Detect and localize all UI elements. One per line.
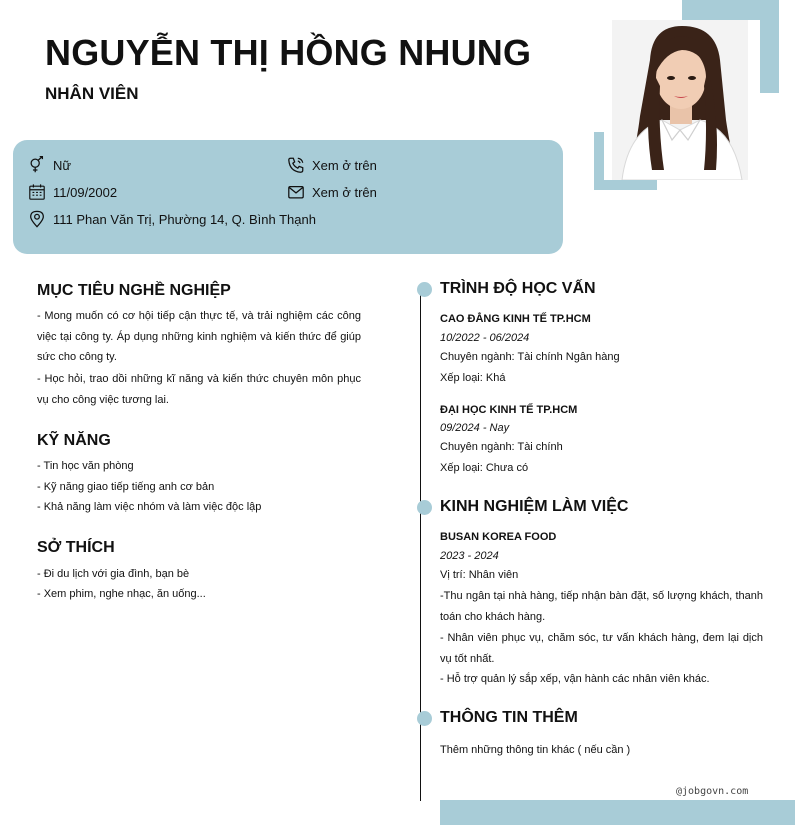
birthdate-text: 11/09/2002 xyxy=(53,184,118,200)
experience-duty: - Nhân viên phục vụ, chăm sóc, tư vấn khách hàng, đem lại dịch vụ tốt nhất. xyxy=(440,632,763,665)
timeline-dot-education xyxy=(417,282,432,297)
skill-item: - Tin học văn phòng xyxy=(37,460,134,472)
contact-gender xyxy=(28,156,71,174)
skill-item: - Khả năng làm việc nhóm và làm việc độc lập xyxy=(37,501,262,513)
email-icon xyxy=(287,183,305,201)
education-grade: Xếp loại: Chưa có xyxy=(440,462,529,474)
experience-position: Vị trí: Nhân viên xyxy=(440,569,519,581)
extra-info-title: THÔNG TIN THÊM xyxy=(440,709,578,726)
education-grade: Xếp loại: Khá xyxy=(440,372,506,384)
experience-duty: - Hỗ trợ quản lý sắp xếp, vận hành các nhân viên khác. xyxy=(440,673,710,685)
education-title: TRÌNH ĐỘ HỌC VẤN xyxy=(440,280,596,297)
decor-bracket-horizontal xyxy=(594,180,657,190)
objective-paragraph-1: - Mong muốn có cơ hội tiếp cận thực tế, và trải nghiệm các công việc tại công ty. Áp dụng những kinh nghiệm và kiến thức để giúp sức cho công ty. xyxy=(37,310,361,364)
gender-icon xyxy=(28,156,46,174)
phone-text: Xem ở trên xyxy=(312,157,377,173)
experience-company: BUSAN KOREA FOOD xyxy=(440,531,557,543)
objective-paragraph-2: - Học hỏi, trao dồi những kĩ năng và kiến thức chuyên môn phục vụ cho công việc tương lai. xyxy=(37,373,361,406)
experience-duty: -Thu ngân tại nhà hàng, tiếp nhận bàn đặt, số lượng khách, thanh toán cho khách hàng. xyxy=(440,590,763,623)
timeline-dot-extra xyxy=(417,711,432,726)
hobby-item: - Đi du lịch với gia đình, bạn bè xyxy=(37,568,190,580)
location-pin-icon xyxy=(28,210,46,228)
contact-phone xyxy=(287,156,377,174)
hobbies-title: SỞ THÍCH xyxy=(37,539,115,556)
contact-address xyxy=(28,210,316,228)
profile-photo xyxy=(612,20,748,180)
watermark: @jobgovn.com xyxy=(676,786,749,797)
experience-period: 2023 - 2024 xyxy=(440,550,499,562)
candidate-role: NHÂN VIÊN xyxy=(45,84,139,103)
education-school: CAO ĐẲNG KINH TẾ TP.HCM xyxy=(440,313,591,325)
experience-title: KINH NGHIỆM LÀM VIỆC xyxy=(440,498,629,515)
education-school: ĐẠI HỌC KINH TẾ TP.HCM xyxy=(440,404,578,416)
hobby-item: - Xem phim, nghe nhạc, ăn uống... xyxy=(37,588,206,600)
email-text: Xem ở trên xyxy=(312,184,377,200)
decor-bar-bottom xyxy=(440,800,795,825)
calendar-icon xyxy=(28,183,46,201)
objective-title: MỤC TIÊU NGHỀ NGHIỆP xyxy=(37,282,231,299)
timeline-dot-experience xyxy=(417,500,432,515)
skill-item: - Kỹ năng giao tiếp tiếng anh cơ bản xyxy=(37,481,215,493)
education-major: Chuyên ngành: Tài chính xyxy=(440,441,563,453)
contact-email xyxy=(287,183,377,201)
address-text: 111 Phan Văn Trị, Phường 14, Q. Bình Thạnh xyxy=(53,211,316,227)
phone-icon xyxy=(287,156,305,174)
education-major: Chuyên ngành: Tài chính Ngân hàng xyxy=(440,351,620,363)
contact-birthdate xyxy=(28,183,117,201)
candidate-name: NGUYỄN THỊ HỒNG NHUNG xyxy=(45,32,532,73)
education-period: 09/2024 - Nay xyxy=(440,422,510,434)
education-period: 10/2022 - 06/2024 xyxy=(440,332,530,344)
gender-text: Nữ xyxy=(53,157,72,173)
skills-title: KỸ NĂNG xyxy=(37,432,111,449)
extra-info-text: Thêm những thông tin khác ( nếu cần ) xyxy=(440,744,631,756)
